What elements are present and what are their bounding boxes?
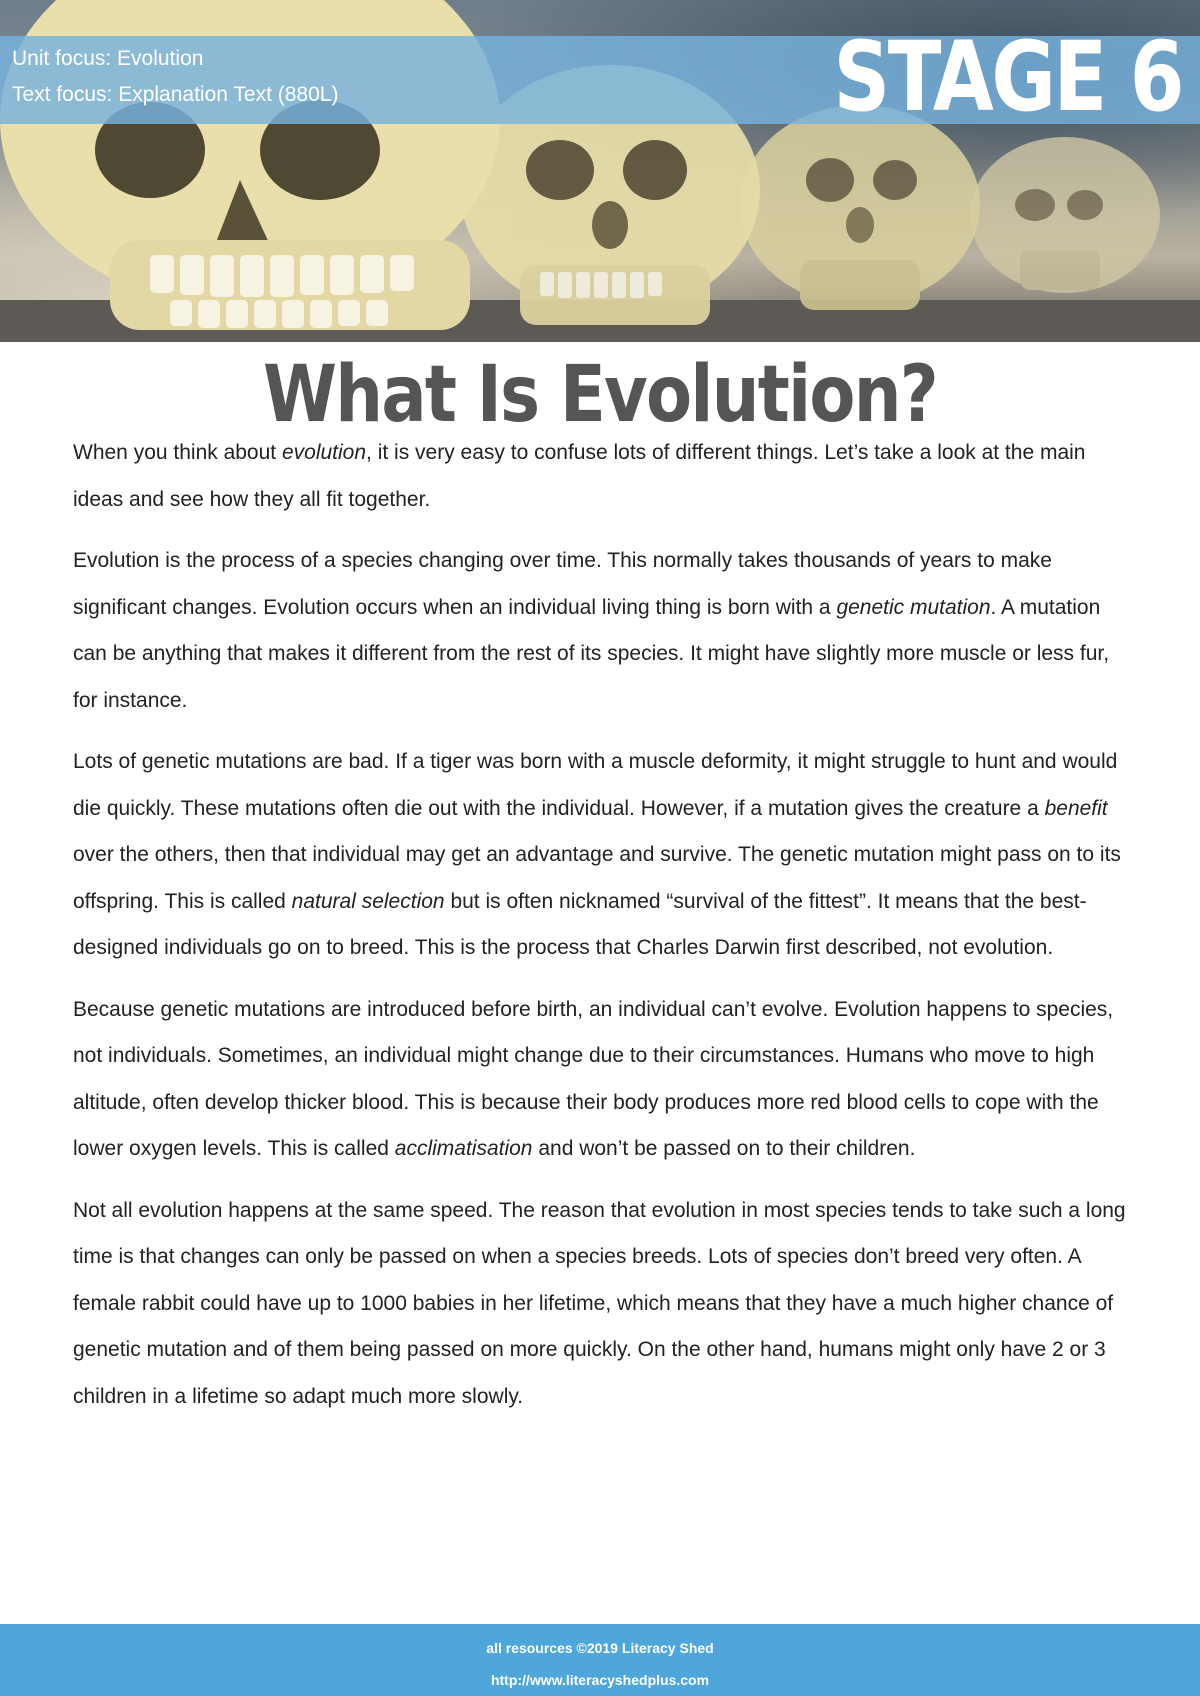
article-body [73, 430, 1133, 1435]
emphasis-evolution: evolution [281, 441, 367, 464]
emphasis-genetic-mutation: genetic mutation [836, 595, 991, 619]
unit-focus-label: Unit focus: Evolution [12, 47, 204, 70]
stage-label: STAGE 6 [833, 21, 1182, 133]
paragraph-4: Because genetic mutations are introduced before birth, an individual can’t evolve. Evolution happens to species, not individuals. Sometimes, an individual might change due to their circumstances. Humans who move to high altitude, often develop thicker blood. This is because their body produces more red blood cells to cope with the lower oxygen levels. This is called acclimatisation and won’t be passed on to their children. [73, 997, 1114, 1160]
skull-medium [740, 105, 980, 310]
footer-url-link[interactable]: http://www.literacyshedplus.com [490, 1672, 710, 1688]
emphasis-natural-selection: natural selection [291, 889, 445, 913]
paragraph-2: Evolution is the process of a species changing over time. This normally takes thousands of years to make significant changes. Evolution occurs when an individual living thing is born with a genetic mutation. A mutation can be anything that makes it different from the rest of its species. It might have slightly more muscle or less fur, for instance. [73, 549, 1110, 712]
paragraph-1: When you think about evolution, it is very easy to confuse lots of different things. Let’s take a look at the main ideas and see how they all fit together. [73, 441, 1086, 511]
footer [0, 1624, 1200, 1696]
emphasis-benefit: benefit [1044, 796, 1108, 820]
emphasis-acclimatisation: acclimatisation [394, 1137, 533, 1160]
text-focus-label: Text focus: Explanation Text (880L) [12, 83, 339, 106]
paragraph-3: Lots of genetic mutations are bad. If a tiger was born with a muscle deformity, it might struggle to hunt and would die quickly. These mutations often die out with the individual. However, if a mutation gives the creature a benefit over the others, then that individual may get an advantage and survive. The genetic mutation might pass on to its offspring. This is called natural selection but is often nicknamed “survival of the fittest”. It means that the best-designed individuals go on to breed. This is the process that Charles Darwin first described, not evolution. [73, 750, 1121, 959]
skull-small [970, 137, 1160, 293]
page-title: What Is Evolution? [263, 350, 937, 440]
footer-copyright: all resources ©2019 Literacy Shed [486, 1640, 714, 1656]
paragraph-5: Not all evolution happens at the same speed. The reason that evolution in most species tends to take such a long time is that changes can only be passed on when a species breeds. Lots of species don’t breed very often. A female rabbit could have up to 1000 babies in her lifetime, which means that they have a much higher chance of genetic mutation and of them being passed on more quickly. On the other hand, humans might only have 2 or 3 children in a lifetime so adapt much more slowly. [73, 1198, 1126, 1408]
header-photo [0, 0, 1200, 342]
